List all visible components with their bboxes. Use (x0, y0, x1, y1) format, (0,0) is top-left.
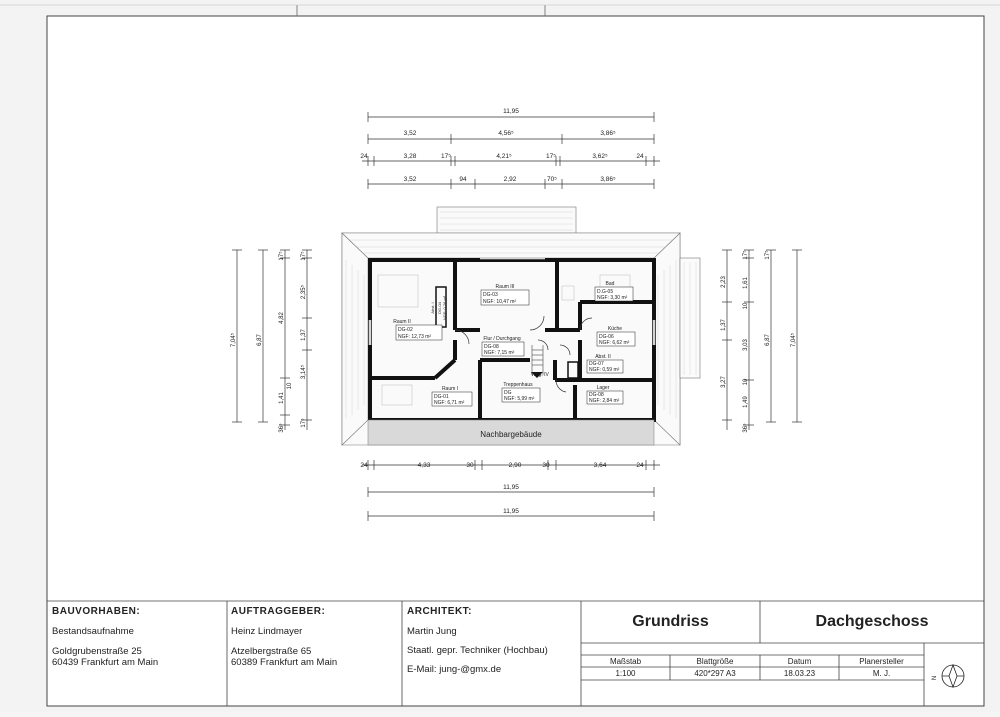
room-area: NGF: 6,71 m² (434, 400, 465, 406)
neighbor-label: Nachbargebäude (480, 430, 542, 439)
apartment-label: Whg. IV (531, 372, 549, 378)
auftraggeber-heading: AUFTRAGGEBER: (231, 606, 326, 617)
room-code: DG-08 (484, 344, 499, 350)
architekt-line1: Martin Jung (407, 626, 457, 637)
dim-bottom-r1-1: 24 (360, 462, 368, 469)
dim-right-fourth-1: 2,23 (721, 276, 727, 288)
room-name: Flur / Durchgang (483, 336, 521, 342)
room-code: DG (504, 390, 512, 396)
dim-bottom-total-2: 11,95 (503, 508, 519, 515)
value-blattgroesse: 420*297 A3 (694, 669, 736, 678)
dim-bottom-total-1: 11,95 (503, 484, 519, 491)
architekt-heading: ARCHITEKT: (407, 606, 472, 617)
dim-top-r2-1: 3,52 (403, 130, 417, 137)
bauvorhaben-line2: Goldgrubenstraße 25 (52, 646, 142, 657)
dim-right-third-5: 10 (743, 378, 749, 386)
header-blattgroesse: Blattgröße (696, 657, 734, 666)
dim-right-third-7: 36⁵ (743, 423, 749, 433)
drawing-title-right: Dachgeschoss (815, 613, 929, 630)
dim-top-r4-4: 70⁵ (547, 176, 557, 183)
dim-right-third-6: 1,49 (743, 396, 749, 408)
room-code: DG-08 (589, 392, 604, 398)
dim-bottom-r1-7: 24 (636, 462, 644, 469)
room-area: NGF: 12,73 m² (398, 334, 432, 340)
room-name: Bad (605, 281, 615, 287)
dim-bottom-r1-2: 4,33 (417, 462, 431, 469)
header-datum: Datum (787, 657, 812, 666)
dim-top-r3-2: 3,28 (403, 153, 417, 160)
dim-right-third-1: 17⁵ (743, 250, 749, 260)
room-name: Raum II (393, 319, 411, 325)
roof-outline (342, 207, 700, 445)
room-code: DG-01 (434, 394, 449, 400)
north-label: N (932, 675, 938, 681)
dim-bottom-r1-4: 2,90 (508, 462, 522, 469)
architekt-line3: E-Mail: jung-@gmx.de (407, 664, 502, 675)
dim-top-r3-1: 24 (360, 153, 368, 160)
header-planersteller: Planersteller (859, 657, 904, 666)
room-name: Lager (596, 385, 610, 391)
architekt-line2: Staatl. gepr. Techniker (Hochbau) (407, 645, 548, 656)
dim-left-third-2: 4,82 (279, 312, 285, 324)
room-area: NGF: 0,76 m² (442, 295, 447, 321)
dim-left-fourth-3: 1,37 (301, 329, 307, 341)
room-name: Abst. I (430, 302, 435, 314)
dim-top-r3-3: 17⁵ (441, 153, 451, 160)
dim-left-outer: 7,04⁵ (231, 332, 237, 348)
dim-right-third-4: 3,03 (743, 339, 749, 351)
dim-left-fourth-5: 10 (287, 382, 293, 390)
bauvorhaben-line1: Bestandsaufnahme (52, 626, 134, 637)
dim-top-total: 11,95 (503, 108, 519, 115)
dim-top-r2-2: 4,56⁵ (498, 130, 514, 137)
value-planersteller: M. J. (872, 669, 891, 678)
dim-bottom-r1-5: 30 (542, 462, 550, 469)
room-code: DG-07 (589, 361, 604, 367)
header-massstab: Maßstab (609, 657, 642, 666)
dim-left-third-4: 36⁵ (279, 423, 285, 433)
dim-left-fourth-2: 2,35⁵ (301, 284, 307, 300)
room-name: Treppenhaus (503, 382, 533, 388)
room-area: NGF: 2,84 m² (589, 398, 620, 404)
value-datum: 18.03.23 (783, 669, 816, 678)
room-area: NGF: 0,59 m² (589, 367, 620, 373)
dim-top-r3-6: 3,62⁵ (592, 153, 608, 160)
dim-right-second: 6,87 (765, 334, 771, 346)
value-massstab: 1:100 (615, 669, 636, 678)
room-area: NGF: 7,15 m² (484, 350, 515, 356)
dim-left-fourth-4: 3,14⁵ (301, 364, 307, 380)
dim-top-r4-5: 3,86⁵ (600, 176, 616, 183)
dim-top-r4-2: 94 (459, 176, 467, 183)
dim-top-r3-4: 4,21⁵ (496, 153, 512, 160)
room-code: DG-04 (437, 302, 442, 314)
bauvorhaben-heading: BAUVORHABEN: (52, 606, 141, 617)
room-area: NGF: 3,30 m² (597, 295, 628, 301)
room-name: Abst. II (595, 354, 611, 360)
room-name: Raum III (495, 284, 515, 290)
drawing-title-left: Grundriss (632, 613, 709, 630)
dim-top-r3-5: 17⁵ (546, 153, 556, 160)
room-code: DG-06 (599, 334, 614, 340)
dim-right-fourth-4: 17⁵ (765, 250, 771, 260)
dim-left-fourth-6: 17⁵ (301, 418, 307, 428)
room-flur (482, 336, 524, 356)
dim-right-outer: 7,04⁵ (791, 332, 797, 348)
room-name: Raum I (441, 386, 459, 392)
dim-left-second: 6,87 (257, 334, 263, 346)
auftraggeber-line2: Atzelbergstraße 65 (231, 646, 312, 657)
north-arrow-icon (942, 665, 964, 687)
dim-right-third-3: 10 (743, 302, 749, 310)
room-name: Küche (607, 326, 623, 332)
dim-top-r2-3: 3,86⁵ (600, 130, 616, 137)
room-area: NGF: 6,62 m² (599, 340, 630, 346)
room-code: DG-02 (398, 327, 413, 333)
dim-top-r4-1: 3,52 (403, 176, 417, 183)
room-code: D.G-05 (597, 289, 614, 295)
room-area: NGF: 5,99 m² (504, 396, 535, 402)
dim-top-r3-7: 24 (636, 153, 644, 160)
dim-top-r4-3: 2,92 (503, 176, 517, 183)
dim-left-fourth-1: 17⁵ (301, 251, 307, 261)
room-code: DG-03 (483, 292, 498, 298)
dim-left-third-3: 1,41 (279, 392, 285, 404)
room-area: NGF: 10,47 m² (483, 299, 517, 305)
dim-right-fourth-2: 1,37 (721, 319, 727, 331)
dim-right-fourth-3: 3,27 (721, 376, 727, 388)
bauvorhaben-line3: 60439 Frankfurt am Main (52, 657, 159, 668)
auftraggeber-line1: Heinz Lindmayer (231, 626, 303, 637)
dim-left-third-1: 17⁵ (279, 251, 285, 261)
dim-right-third-2: 1,61 (743, 277, 749, 289)
dim-bottom-r1-6: 3,64 (593, 462, 607, 469)
auftraggeber-line3: 60389 Frankfurt am Main (231, 657, 338, 668)
dim-bottom-r1-3: 30 (466, 462, 474, 469)
